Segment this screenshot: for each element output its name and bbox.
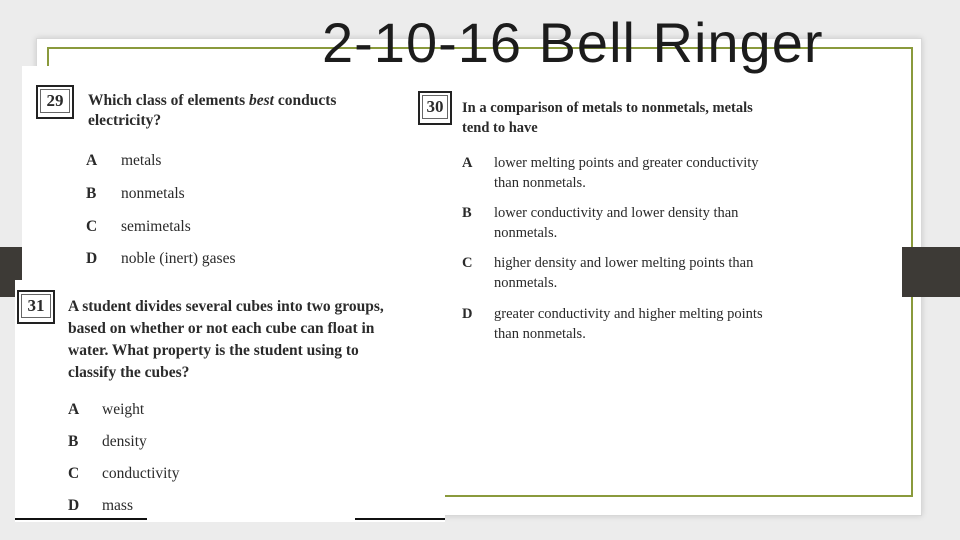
stem-text: A student divides several cubes into two groups, bbox=[68, 298, 384, 315]
option-text-line: than nonmetals. bbox=[494, 326, 586, 342]
option-letter: B bbox=[462, 205, 472, 221]
option-letter: C bbox=[462, 255, 473, 271]
stem-text: based on whether or not each cube can float in bbox=[68, 320, 375, 337]
option-letter: C bbox=[86, 218, 98, 235]
option-text bbox=[494, 203, 738, 243]
option-text: weight bbox=[102, 401, 145, 418]
stem-text: Which class of elements bbox=[88, 92, 246, 109]
underline-rule-right bbox=[355, 518, 445, 520]
option-letter: D bbox=[68, 497, 80, 514]
option-text-line: nonmetals. bbox=[494, 275, 558, 291]
question-number-box bbox=[36, 85, 74, 119]
question-number: 31 bbox=[21, 294, 51, 318]
option-text: conductivity bbox=[102, 465, 180, 482]
option-text-line: nonmetals. bbox=[494, 225, 558, 241]
option-text-line: higher density and lower melting points than bbox=[494, 255, 754, 271]
underline-rule-left bbox=[15, 518, 147, 520]
question-stem bbox=[462, 98, 753, 138]
question-stem bbox=[68, 296, 384, 384]
question-number-box bbox=[17, 290, 55, 324]
option-letter: D bbox=[86, 250, 98, 267]
stem-text: electricity? bbox=[88, 112, 162, 129]
option-text: metals bbox=[121, 152, 162, 169]
option-text bbox=[494, 253, 753, 293]
option-text-line: lower melting points and greater conductivity bbox=[494, 155, 759, 171]
question-number-box bbox=[418, 91, 452, 125]
stem-text: tend to have bbox=[462, 120, 538, 136]
option-text: nonmetals bbox=[121, 185, 185, 202]
option-text bbox=[494, 304, 763, 344]
stem-text: water. What property is the student using to bbox=[68, 342, 359, 359]
question-number: 30 bbox=[422, 95, 448, 119]
option-letter: A bbox=[462, 155, 473, 171]
option-letter: D bbox=[462, 306, 473, 322]
stem-text: conducts bbox=[277, 92, 337, 109]
slide-title: 2-10-16 Bell Ringer bbox=[322, 11, 824, 74]
option-text: semimetals bbox=[121, 218, 191, 235]
option-text-line: than nonmetals. bbox=[494, 175, 586, 191]
right-accent-tab bbox=[902, 247, 960, 297]
option-text-line: lower conductivity and lower density than bbox=[494, 205, 739, 221]
option-text bbox=[494, 153, 759, 193]
question-stem bbox=[88, 91, 336, 131]
stem-text: In a comparison of metals to nonmetals, metals bbox=[462, 100, 753, 116]
question-30-clipping bbox=[412, 72, 830, 356]
option-text: density bbox=[102, 433, 147, 450]
question-number: 29 bbox=[40, 89, 70, 113]
question-29-clipping bbox=[22, 66, 442, 284]
option-letter: A bbox=[86, 152, 98, 169]
option-text-line: greater conductivity and higher melting points bbox=[494, 306, 763, 322]
option-letter: A bbox=[68, 401, 80, 418]
option-letter: B bbox=[86, 185, 97, 202]
question-31-clipping bbox=[15, 280, 445, 522]
option-letter: C bbox=[68, 465, 80, 482]
option-text: mass bbox=[102, 497, 133, 514]
stem-text: classify the cubes? bbox=[68, 364, 190, 381]
stem-emphasis: best bbox=[249, 92, 274, 109]
option-text: noble (inert) gases bbox=[121, 250, 236, 267]
option-letter: B bbox=[68, 433, 79, 450]
